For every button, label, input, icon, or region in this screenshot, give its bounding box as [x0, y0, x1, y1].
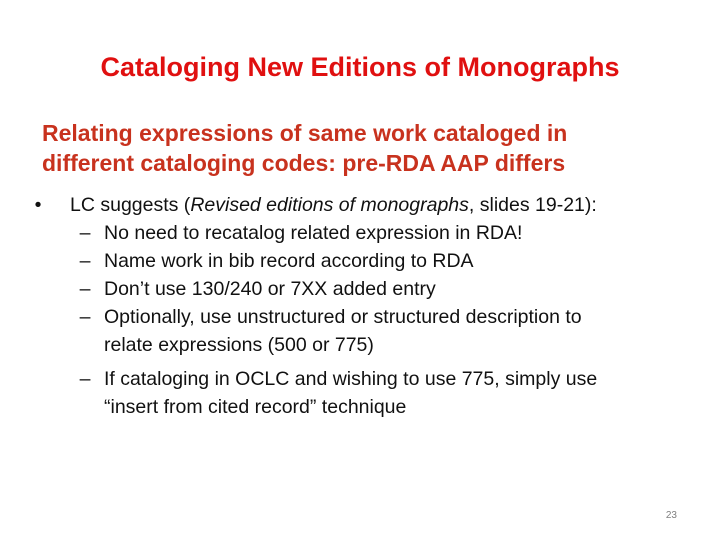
dash-marker: –: [79, 368, 91, 390]
slide-subtitle: [42, 118, 682, 178]
bullet-item: [28, 191, 698, 219]
sub-bullet-item: [28, 365, 698, 421]
sub-bullet-text: Don’t use 130/240 or 7XX added entry: [104, 278, 436, 300]
sub-bullet-item: [28, 303, 698, 359]
sub-bullet-item: [28, 219, 698, 247]
sub-bullet-text: No need to recatalog related expression in RDA!: [104, 222, 523, 244]
sub-bullet-text: Optionally, use unstructured or structured description to: [104, 306, 582, 328]
sub-bullet-item: [28, 247, 698, 275]
dash-marker: –: [79, 278, 91, 300]
slide-title: Cataloging New Editions of Monographs: [100, 52, 620, 82]
bullet-text-italic: Revised editions of monographs: [190, 194, 469, 216]
sub-bullet-text: relate expressions (500 or 775): [104, 334, 374, 356]
dash-marker: –: [79, 306, 91, 328]
bullet-text-prefix: LC suggests (: [70, 194, 191, 216]
bullet-text-suffix: , slides 19-21):: [468, 194, 597, 216]
sub-bullet-text: “insert from cited record” technique: [104, 396, 407, 418]
subtitle-line: Relating expressions of same work cataloged in: [42, 120, 568, 146]
subtitle-line: different cataloging codes: pre-RDA AAP differs: [42, 150, 566, 176]
dash-marker: –: [79, 250, 91, 272]
dash-marker: –: [79, 222, 91, 244]
sub-bullet-item: [28, 275, 698, 303]
sub-bullet-text: Name work in bib record according to RDA: [104, 250, 474, 272]
sub-bullet-text: If cataloging in OCLC and wishing to use 775, simply use: [104, 368, 598, 390]
bullet-list: [28, 191, 698, 421]
page-number: 23: [665, 510, 677, 521]
bullet-marker: •: [34, 194, 42, 216]
